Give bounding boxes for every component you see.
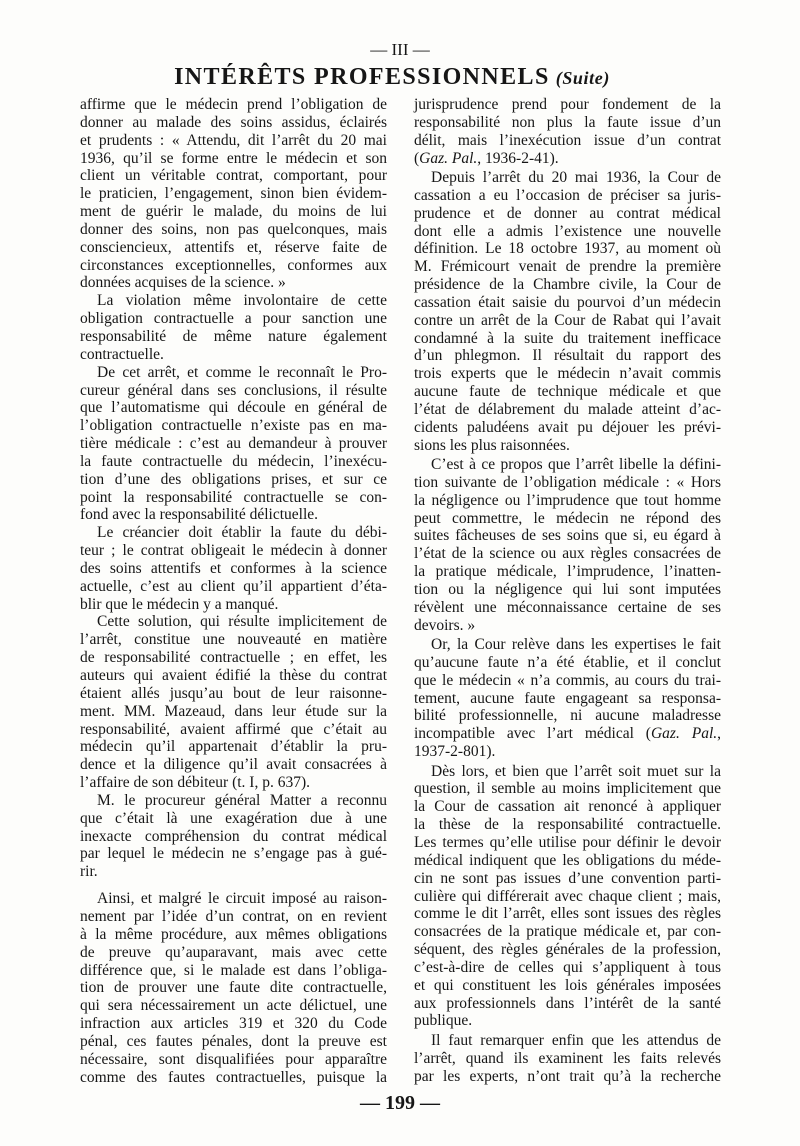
text-line: culière qui différerait avec chaque client ; mais,: [414, 887, 721, 905]
section-title: INTÉRÊTS PROFESSIONNELS: [174, 64, 550, 90]
text-line: 1937-2-801).: [414, 743, 496, 761]
text-line: l’état de la science ou aux règles consacrées de: [414, 545, 721, 563]
text-line: Le créancier doit établir la faute du débi-: [97, 524, 387, 542]
text-line: inexacte compréhension du contrat médical: [80, 827, 387, 845]
text-line: aux professionnels dans l’intérêt de la santé: [414, 994, 721, 1012]
text-line: comme le dit l’arrêt, elles sont issues des règles: [414, 905, 721, 923]
text-line: tement, aucune faute engageant sa responsa-: [414, 689, 721, 707]
text-segment: ,: [717, 725, 721, 743]
text-line: nécessaire, sont disqualifiées pour apparaître: [80, 1050, 387, 1068]
text-line: à la même procédure, aux mêmes obligations: [80, 925, 387, 943]
text-line: [414, 150, 721, 168]
text-line: par lequel le médecin ne s’engage pas à gué-: [80, 845, 387, 863]
text-line: tion suivante de l’obligation médicale : « Hors: [414, 473, 721, 491]
text-line: devoirs. »: [414, 616, 476, 634]
text-line: l’état de délabrement du malade atteint d’ac-: [414, 400, 721, 418]
text-line: question, il semble au moins implicitement que: [414, 780, 721, 798]
text-line: l’arrêt, constitue une nouveauté en matière: [80, 631, 387, 649]
text-line: affirme que le médecin prend l’obligation de: [80, 96, 387, 113]
text-line: cassation était saisie du pourvoi d’un médecin: [414, 293, 721, 311]
text-line: données acquises de la science. »: [80, 274, 286, 292]
text-line: la négligence ou l’imprudence que tout homme: [414, 491, 721, 509]
section-page-marker: — III —: [370, 40, 430, 59]
text-line: fond avec la responsabilité délictuelle.: [80, 506, 319, 524]
paragraph: [80, 792, 387, 881]
right-column: [414, 96, 721, 1085]
text-line: qui sera nécessairement un acte délictuel, une: [80, 997, 387, 1015]
text-line: consciencieux, attentifs et, réserve faite de: [80, 238, 387, 256]
text-line: Or, la Cour relève dans les expertises le fait: [431, 636, 721, 654]
text-line: révèlent une méconnaissance certaine de ses: [414, 598, 721, 616]
text-line: actuelle, c’est au client qu’il appartient d’éta-: [80, 577, 387, 595]
text-line: consacrées de la pratique médicale et, par con-: [414, 923, 721, 941]
citation-italic: Gaz. Pal.: [419, 149, 478, 167]
text-line: ment. MM. Mazeaud, dans leur étude sur la: [80, 702, 387, 720]
text-line: et prudents : « Attendu, dit l’arrêt du 20 mai: [80, 131, 387, 149]
text-line: étaient allés jusqu’au bout de leur raisonne-: [80, 684, 387, 702]
text-line: rir.: [80, 863, 98, 881]
page-number: — 199 —: [360, 1092, 440, 1114]
text-line: dont elle a admis l’existence une nouvelle: [414, 222, 721, 240]
text-line: tière médicale : c’est au demandeur à prouver: [80, 435, 387, 453]
text-line: responsabilité de même nature également: [80, 327, 387, 345]
text-line: des soins attentifs et conformes à la science: [80, 559, 387, 577]
text-line: cidents paludéens avait pu déjouer les prévi-: [414, 418, 721, 436]
text-line: qu’aucune faute n’a été établie, et il conclut: [414, 653, 721, 671]
text-line: de preuve qu’auparavant, mais avec cette: [80, 943, 387, 961]
text-line: auteurs qui avaient édifié la thèse du contrat: [80, 667, 387, 684]
text-line: responsabilité non plus la faute issue d’un: [414, 113, 721, 131]
text-segment: (: [414, 149, 420, 167]
text-line: circonstances exceptionnelles, conformes aux: [80, 256, 387, 274]
paragraph: [80, 613, 387, 791]
section-heading: [0, 62, 784, 92]
text-line: différence que, si le malade est dans l’obliga-: [80, 961, 387, 979]
text-line: responsabilité, avaient affirmé que c’était au: [80, 720, 387, 738]
paragraph: [80, 96, 387, 292]
text-segment: , 1936-2-41).: [477, 149, 559, 167]
text-line: la thèse de la responsabilité contractuelle.: [414, 816, 721, 834]
text-line: séquent, des règles générales de la profession,: [414, 941, 721, 959]
text-line: De cet arrêt, et comme le reconnaît le Pro-: [97, 363, 387, 381]
text-line: Les termes qu’elle utilise pour définir le devoir: [414, 833, 721, 851]
text-line: et qui constituent les lois générales imposées: [414, 976, 721, 994]
text-line: Ainsi, et malgré le circuit imposé au raison-: [97, 890, 387, 908]
text-line: jurisprudence prend pour fondement de la: [414, 96, 721, 113]
paragraph: [80, 890, 387, 1086]
text-line: comme des fautes contractuelles, puisque la: [80, 1068, 387, 1086]
text-line: par les experts, n’ont trait qu’à la recherche: [414, 1067, 721, 1085]
citation-italic: Gaz. Pal.: [650, 725, 718, 743]
text-line: Dès lors, et bien que l’arrêt soit muet sur la: [431, 762, 721, 780]
text-line: obligation contractuelle a pour sanction une: [80, 310, 387, 328]
text-line: Il faut remarquer enfin que les attendus de: [431, 1031, 721, 1049]
text-line: client un véritable contrat, comportant, pour: [80, 167, 387, 185]
text-line: tion d’une des obligations prises, et sur ce: [80, 470, 387, 488]
text-line: trois experts que le médecin n’avait commis: [414, 365, 721, 383]
text-line: cin ne sont pas issues d’une convention parti-: [414, 869, 721, 887]
text-line: peut commettre, le médecin ne répond des: [414, 509, 721, 527]
text-line: l’affaire de son débiteur (t. I, p. 637).: [80, 774, 310, 792]
text-line: dence et la diligence qu’il avait consacrées à: [80, 756, 387, 774]
text-line: aucune faute de technique médicale et que: [414, 383, 721, 401]
text-line: La violation même involontaire de cette: [97, 292, 387, 310]
paragraph: [80, 524, 387, 613]
text-line: définition. Le 18 octobre 1937, au moment où: [414, 240, 721, 258]
text-line: tion ou la négligence qui lui sont imputées: [414, 580, 721, 598]
paragraph: [414, 96, 721, 167]
text-segment: incompatible avec l’art médical (: [414, 725, 651, 743]
text-line: M. Frémicourt venait de prendre la première: [414, 258, 721, 276]
text-line: délit, mais l’inexécution issue d’un contrat: [414, 131, 721, 149]
text-line: médical indiquent que les obligations du méde-: [414, 851, 721, 869]
text-line: C’est à ce propos que l’arrêt libelle la défini-: [431, 456, 721, 474]
text-line: Cette solution, qui résulte implicitement de: [97, 613, 387, 631]
text-line: de responsabilité contractuelle ; en effet, les: [80, 649, 387, 667]
text-line: teur ; le contrat obligeait le médecin à donner: [80, 542, 387, 560]
text-line: tion de prouver une faute dite contractuelle,: [80, 979, 387, 997]
paragraph: [414, 169, 721, 455]
text-line: la Cour de cassation ait renoncé à appliquer: [414, 798, 721, 816]
text-line: la faute contractuelle du médecin, l’inexécu-: [80, 452, 387, 470]
text-line: publique.: [414, 1012, 473, 1030]
text-line: prudence et de donner au contrat médical: [414, 204, 721, 222]
paragraph: [414, 1032, 721, 1086]
paragraph: [414, 456, 721, 634]
text-line: le praticien, l’engagement, sinon bien évidem-: [80, 185, 387, 203]
text-line: pénal, ces fautes pénales, dont la preuve est: [80, 1032, 387, 1050]
text-line: l’obligation contractuelle n’existe pas en ma-: [80, 417, 387, 435]
text-line: que l’automatisme qui découle en général de: [80, 399, 387, 417]
text-line: médecin qu’il appartenait d’établir la pru-: [80, 738, 387, 756]
paragraph: [80, 292, 387, 363]
text-line: cureur général dans ses conclusions, il résulte: [80, 381, 387, 399]
text-line: M. le procureur général Matter a reconnu: [97, 791, 387, 809]
text-line: blir que le médecin y a manqué.: [80, 595, 279, 613]
text-line: que c’était là une exagération due à une: [80, 809, 387, 827]
text-line: ment de guérir le malade, du moins de lui: [80, 203, 387, 221]
text-line: condamné à la suite du traitement inefficace: [414, 329, 721, 347]
text-line: l’arrêt, quand ils examinent les faits relevés: [414, 1049, 721, 1067]
text-line: 1936, qu’il se forme entre le médecin et son: [80, 149, 387, 167]
text-line: donner au malade des soins assidus, éclairés: [80, 113, 387, 131]
text-line: la pratique médicale, l’imprudence, l’inatten-: [414, 563, 721, 581]
text-line: point la responsabilité contractuelle se con-: [80, 488, 387, 506]
text-line: donner des soins, non pas quelconques, mais: [80, 220, 387, 238]
text-line: [414, 725, 721, 743]
text-line: que le médecin « n’a commis, au cours du trai-: [414, 671, 721, 689]
paragraph: [414, 636, 721, 761]
text-line: présidence de la Chambre civile, la Cour de: [414, 276, 721, 294]
text-line: infraction aux articles 319 et 320 du Code: [80, 1015, 387, 1033]
text-line: d’un phlegmon. Il résultait du rapport des: [414, 347, 721, 365]
paragraph: [414, 763, 721, 1031]
text-line: bilité professionnelle, ni aucune maladresse: [414, 707, 721, 725]
left-column: [80, 96, 387, 1086]
section-title-suffix: (Suite): [555, 68, 610, 88]
paragraph: [80, 364, 387, 525]
text-line: cassation a eu l’occasion de préciser sa juris-: [414, 186, 721, 204]
text-line: nement par l’idée d’un contrat, on en revient: [80, 907, 387, 925]
text-line: Depuis l’arrêt du 20 mai 1936, la Cour de: [431, 168, 721, 186]
text-line: c’est-à-dire de celles qui s’appliquent à tous: [414, 958, 721, 976]
text-line: sions les plus raisonnées.: [414, 436, 570, 454]
text-line: contre un arrêt de la Cour de Rabat qui l’avait: [414, 311, 721, 329]
text-line: contractuelle.: [80, 345, 164, 363]
text-line: suites fâcheuses de ses soins que si, eu égard à: [414, 527, 721, 545]
